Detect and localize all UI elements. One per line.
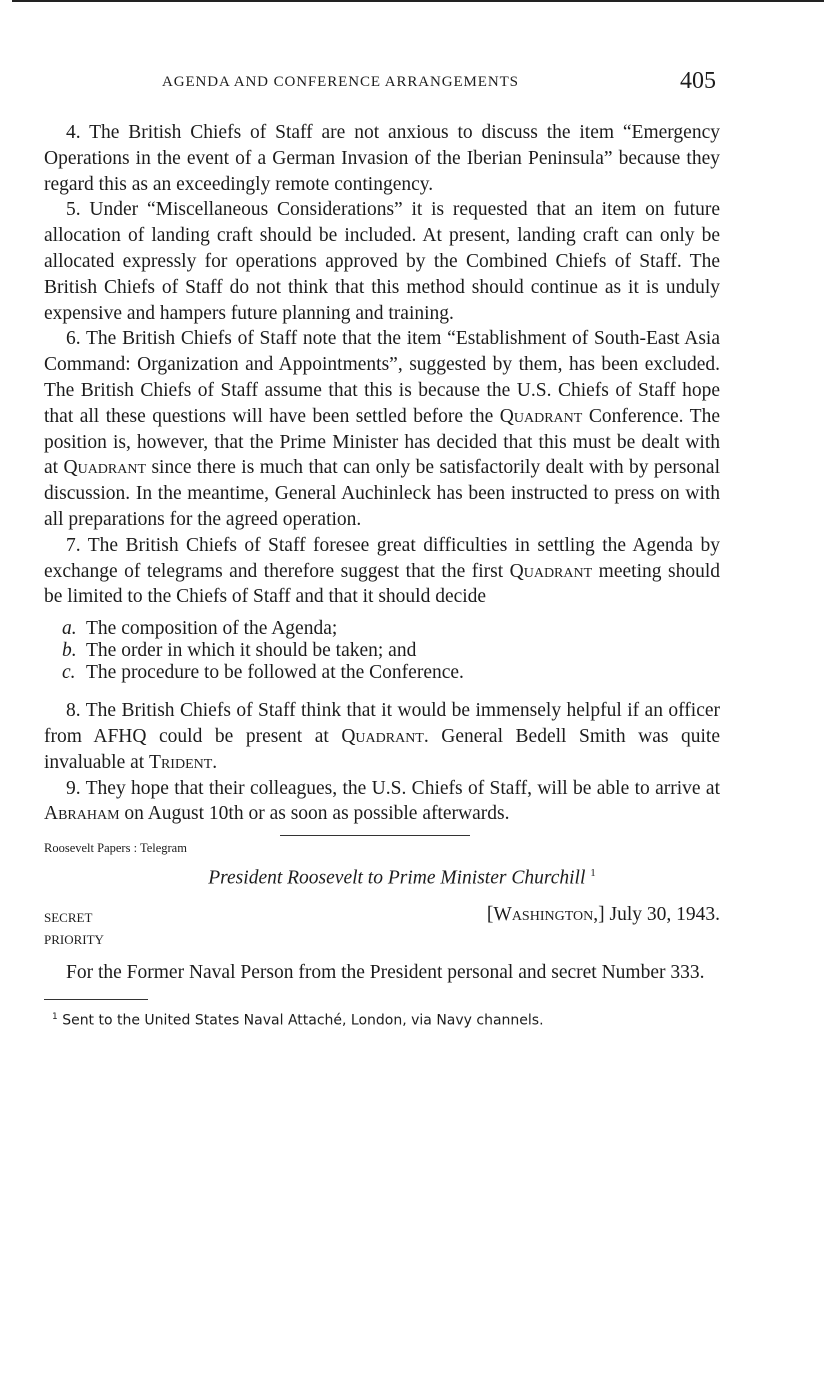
p8-text-a: 8. The British Chiefs of Staff think that it would be immensely helpful if an officer from AFHQ could be present at — [44, 700, 720, 747]
list-item — [62, 662, 720, 684]
dateline-place: Washington — [493, 903, 594, 925]
document-title-text: President Roosevelt to Prime Minister Churchill — [208, 867, 586, 889]
footnote-ref: 1 — [590, 867, 596, 880]
telegram-text: For the Former Naval Person from the President personal and secret Number 333. — [66, 961, 705, 983]
agenda-list — [62, 618, 720, 684]
p8-codename-trident: Trident — [149, 751, 213, 773]
p9-text-c: on August 10th or as soon as possible afterwards. — [119, 803, 510, 825]
p6-text-a: 6. The British Chiefs of Staff note that the item “Establishment of South-East Asia Command: Organization and Appointments”, suggested by them, has been excluded. The British Chiefs of Staff assume that this is because the U.S. Chiefs of Staff hope that all these questions will have been settled before the — [44, 328, 720, 427]
p8-text-c: . General Bedell Smith was quite invaluable at — [44, 725, 720, 773]
p8-codename-quadrant: Quadrant — [341, 725, 424, 747]
separator-rule — [280, 835, 470, 836]
list-text: The order in which it should be taken; and — [86, 640, 417, 662]
document-title — [44, 867, 720, 890]
classification-priority: PRIORITY — [44, 931, 104, 947]
p6-codename-quadrant: Quadrant — [499, 405, 583, 427]
footnote — [44, 1012, 720, 1029]
paragraph-9 — [44, 776, 720, 828]
p7-text-a: 7. The British Chiefs of Staff foresee great difficulties in settling the Agenda by exchange of telegrams and therefore suggest that the first — [44, 534, 720, 582]
document-meta — [44, 904, 720, 956]
p6-codename-quadrant-2: Quadrant — [63, 457, 147, 479]
footnote-marker: 1 — [52, 1012, 58, 1023]
paragraph-7 — [44, 533, 720, 610]
p7-codename-quadrant: Quadrant — [509, 560, 593, 582]
page-body — [44, 120, 720, 1029]
dateline-open: [ — [486, 903, 494, 925]
classification-secret: SECRET — [44, 909, 93, 925]
dateline-date: ,] July 30, 1943. — [593, 903, 720, 925]
paragraph-8 — [44, 698, 720, 775]
footnote-text: Sent to the United States Naval Attaché, London, via Navy channels. — [62, 1013, 544, 1030]
p9-codename-abraham: Abraham — [44, 803, 120, 825]
footnote-rule — [44, 999, 148, 1000]
list-letter: b. — [62, 640, 77, 662]
dateline — [487, 904, 720, 926]
top-border-rule — [12, 0, 824, 2]
list-text: The procedure to be followed at the Conference. — [86, 662, 464, 684]
source-line — [44, 835, 720, 859]
list-item — [62, 640, 720, 662]
list-item — [62, 618, 720, 640]
p9-text-a: 9. They hope that their colleagues, the U.S. Chiefs of Staff, will be able to arrive at — [66, 777, 720, 799]
source-label: Roosevelt Papers : Telegram — [44, 841, 187, 856]
p6-text-e: since there is much that can only be satisfactorily dealt with by personal discussion. In the meantime, General Auchinleck has been instructed to press on with all preparations for the agreed operation. — [44, 457, 720, 530]
p7-text-c: meeting should be limited to the Chiefs of Staff and that it should decide — [44, 560, 720, 608]
list-letter: a. — [62, 618, 77, 640]
paragraph-5: 5. Under “Miscellaneous Considerations” it is requested that an item on future allocation of landing craft should be included. At present, landing craft can only be allocated expressly for operations approved by the Combined Chiefs of Staff. The British Chiefs of Staff do not think that this method should continue as it is unduly expensive and hampers future planning and training. — [44, 199, 720, 324]
running-head: AGENDA AND CONFERENCE ARRANGEMENTS — [162, 74, 519, 90]
page-number: 405 — [680, 68, 716, 94]
page-header — [44, 68, 720, 102]
paragraph-6 — [44, 326, 720, 532]
paragraph-4: 4. The British Chiefs of Staff are not anxious to discuss the item “Emergency Operations in the event of a German Invasion of the Iberian Peninsula” because they regard this as an exceedingly remote contingency. — [44, 122, 720, 195]
p8-text-e: . — [212, 751, 218, 773]
list-letter: c. — [62, 662, 76, 684]
list-text: The composition of the Agenda; — [86, 618, 338, 640]
p6-text-c: Conference. The position is, however, that the Prime Minister has decided that this must be dealt with at — [44, 405, 720, 479]
